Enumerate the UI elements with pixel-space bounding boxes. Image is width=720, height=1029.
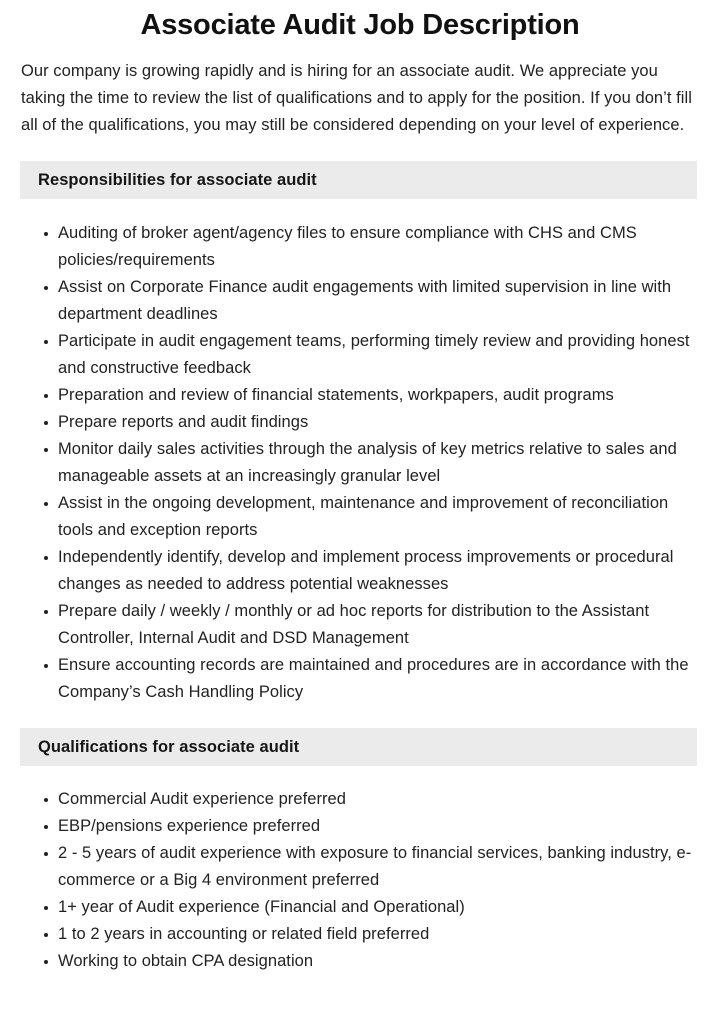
section-responsibilities — [0, 161, 720, 706]
list-item: EBP/pensions experience preferred — [0, 813, 698, 840]
list-item: Assist on Corporate Finance audit engagements with limited supervision in line with department deadlines — [0, 274, 698, 328]
qualifications-list — [0, 766, 720, 975]
list-item: Monitor daily sales activities through the analysis of key metrics relative to sales and manageable assets at an increasingly granular level — [0, 436, 698, 490]
list-item: Prepare reports and audit findings — [0, 409, 698, 436]
list-item: Commercial Audit experience preferred — [0, 786, 698, 813]
list-item: Independently identify, develop and implement process improvements or procedural changes as needed to address potential weaknesses — [0, 544, 698, 598]
section-header-label: Responsibilities for associate audit — [38, 170, 317, 189]
list-item: 1 to 2 years in accounting or related field preferred — [0, 921, 698, 948]
section-header-responsibilities — [20, 161, 697, 199]
list-item: 2 - 5 years of audit experience with exposure to financial services, banking industry, e-commerce or a Big 4 environment preferred — [0, 840, 698, 894]
section-header-qualifications — [20, 728, 697, 766]
section-header-label: Qualifications for associate audit — [38, 737, 300, 756]
list-item: Auditing of broker agent/agency files to ensure compliance with CHS and CMS policies/requirements — [0, 220, 698, 274]
list-item: Ensure accounting records are maintained and procedures are in accordance with the Company’s Cash Handling Policy — [0, 652, 698, 706]
list-item: Working to obtain CPA designation — [0, 948, 698, 975]
list-item: 1+ year of Audit experience (Financial and Operational) — [0, 894, 698, 921]
list-item: Prepare daily / weekly / monthly or ad hoc reports for distribution to the Assistant Controller, Internal Audit and DSD Management — [0, 598, 698, 652]
list-item: Participate in audit engagement teams, performing timely review and providing honest and constructive feedback — [0, 328, 698, 382]
section-qualifications — [0, 728, 720, 975]
responsibilities-list — [0, 199, 720, 706]
intro-paragraph: Our company is growing rapidly and is hiring for an associate audit. We appreciate you taking the time to review the list of qualifications and to apply for the position. If you don’t fill all of the qualifications, you may still be considered depending on your level of experience. — [21, 62, 692, 134]
list-item: Preparation and review of financial statements, workpapers, audit programs — [0, 382, 698, 409]
list-item: Assist in the ongoing development, maintenance and improvement of reconciliation tools and exception reports — [0, 490, 698, 544]
page-title: Associate Audit Job Description — [140, 9, 580, 41]
